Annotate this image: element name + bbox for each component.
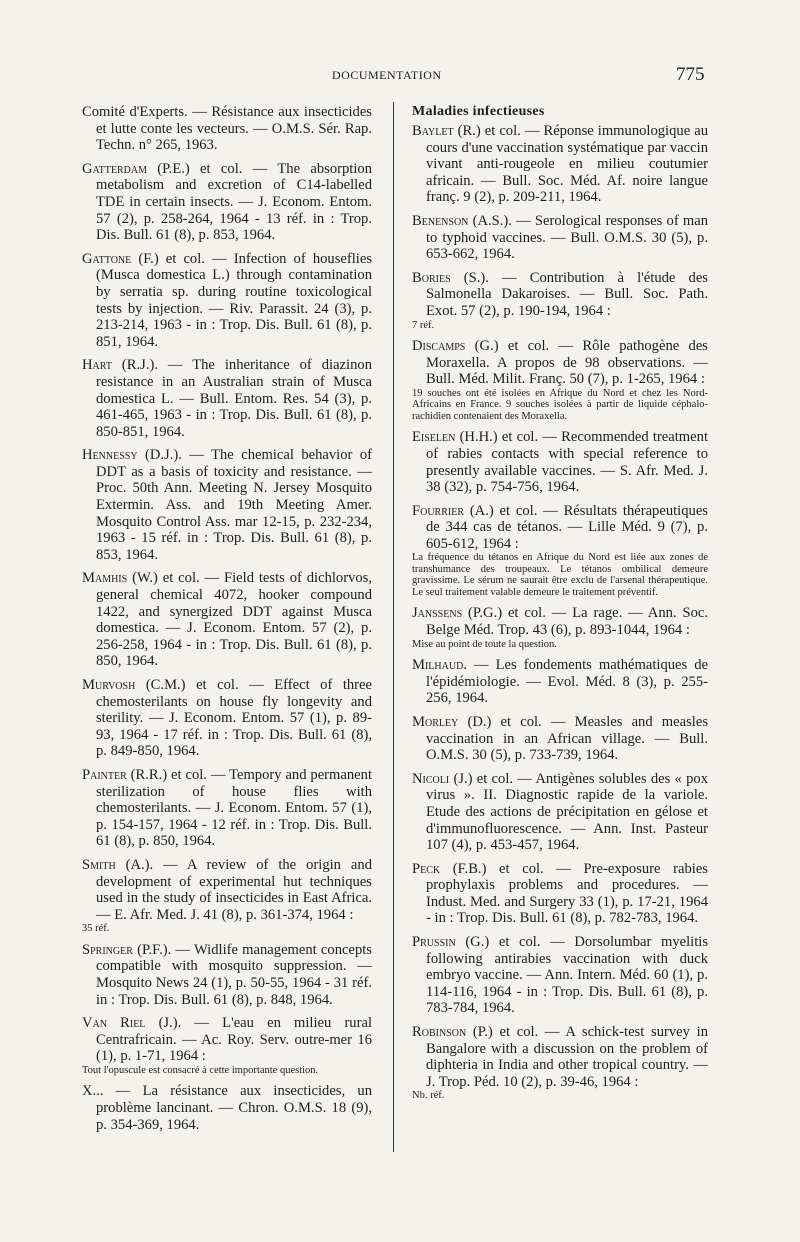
bibliography-entry <box>82 1015 372 1065</box>
entry-note: 7 réf. <box>412 319 435 331</box>
entry-text: (C.M.) et col. — Effect of three chemosterilants on house fly longevity and sterility. — J. Econom. Entom. 57 (1), p. 89-93, 1964 - 17 réf. in : Trop. Dis. Bull. 61 (8), p. 849-850, 1964. <box>96 677 372 760</box>
entry-author: Robinson <box>412 1024 467 1041</box>
bibliography-entry <box>412 861 708 927</box>
entry-text: (H.H.) et col. — Recommended treatment of rabies contacts with special reference to presently available vaccines. — S. Afr. Med. J. 38 (32), p. 754-756, 1964. <box>426 429 708 496</box>
entry-author: Fourrier <box>412 502 465 519</box>
bibliography-entry <box>82 677 372 760</box>
entry-note: Mise au point de toute la question. <box>412 638 557 650</box>
bibliography-entry <box>412 123 708 206</box>
entry-author: Mamhis <box>82 570 128 587</box>
entry-text: (P.F.). — Widlife management concepts compatible with mosquito suppression. — Mosquito News 24 (1), p. 50-55, 1964 - 31 réf. in : Trop. Dis. Bull. 61 (8), p. 848, 1964. <box>96 941 372 1008</box>
entry-text: (A.). — A review of the origin and development of experimental hut techniques used in the study of insecticides in East Africa. — E. Afr. Med. J. 41 (8), p. 361-374, 1964 : <box>96 856 372 923</box>
entry-text: (W.) et col. — Field tests of dichlorvos, general chemical 4072, hooker compound 1422, and synergized DDT against Musca domestica. — J. Econom. Entom. 57 (2), p. 256-258, 1964 - in : Trop. Dis. Bull. 61 (8), p. 850, 1964. <box>96 570 372 670</box>
bibliography-entry <box>412 657 708 707</box>
entry-text: X... — La résistance aux insecticides, un problème lancinant. — Chron. O.M.S. 18 (9), p. 354-369, 1964. <box>82 1083 372 1133</box>
bibliography-entry <box>82 104 372 154</box>
bibliography-entry <box>82 942 372 1008</box>
right-column <box>412 104 708 1109</box>
bibliography-entry <box>412 934 708 1017</box>
bibliography-entry <box>412 338 708 388</box>
entry-text: . — Les fondements mathématiques de l'épidémiologie. — Evol. Méd. 8 (3), p. 255-256, 1964. <box>426 657 708 707</box>
entry-author: Painter <box>82 766 127 783</box>
entry-author: Prussin <box>412 934 456 951</box>
entry-author: Smith <box>82 856 116 873</box>
column-divider <box>393 102 394 1152</box>
entry-text: (P.G.) et col. — La rage. — Ann. Soc. Belge Méd. Trop. 43 (6), p. 893-1044, 1964 : <box>426 605 708 639</box>
entry-author: Hennessy <box>82 447 138 464</box>
bibliography-entry <box>412 213 708 263</box>
entry-text: (R.) et col. — Réponse immunologique au cours d'une vaccination systématique par vaccin vivant anti-rougeole en milieu coutumier africain. — Bull. Soc. Méd. Af. noire langue franç. 9 (2), p. 209-211, 1964. <box>426 123 708 206</box>
entry-text: (F.) et col. — Infection of houseflies (Musca domestica L.) through contamination by serratia sp. during routine toxicological tests by injection. — Riv. Parassit. 24 (3), p. 213-214, 1963 - in : Trop. Dis. Bull. 61 (8), p. 851, 1964. <box>96 250 372 350</box>
entry-text: (J.). — L'eau en milieu rural Centrafricain. — Ac. Roy. Serv. outre-mer 16 (1), p. 1-71, 1964 : <box>96 1015 372 1065</box>
bibliography-entry <box>412 771 708 854</box>
entry-author: Gatterdam <box>82 160 147 177</box>
entry-text: (P.E.) et col. — The absorption metabolism and excretion of C14-labelled TDE in certain insects. — J. Econom. Entom. 57 (2), p. 258-264, 1964 - 13 réf. in : Trop. Dis. Bull. 61 (8), p. 853, 1964. <box>96 160 372 244</box>
entry-note: Nb. réf. <box>412 1090 445 1102</box>
running-header <box>0 66 800 86</box>
entry-author: Peck <box>412 860 441 877</box>
bibliography-entry <box>412 429 708 495</box>
bibliography-entry <box>82 570 372 670</box>
entry-text: (G.) et col. — Dorsolumbar myelitis following antirabies vaccination with duck embryo vaccine. — Ann. Intern. Méd. 60 (1), p. 114-116, 1964 - in : Trop. Dis. Bull. 61 (8), p. 783-784, 1964. <box>426 934 708 1017</box>
running-title: DOCUMENTATION <box>332 68 442 82</box>
entry-author: Springer <box>82 941 133 958</box>
entry-author: Gattone <box>82 250 132 267</box>
bibliography-entry <box>412 714 708 764</box>
entry-author: Eiselen <box>412 429 456 446</box>
entry-author: Baylet <box>412 123 454 139</box>
bibliography-entry <box>412 270 708 320</box>
bibliography-entry <box>82 1083 372 1133</box>
entry-text: (A.S.). — Serological responses of man to typhoid vaccines. — Bull. O.M.S. 30 (5), p. 653-662, 1964. <box>426 212 708 263</box>
bibliography-entry <box>82 357 372 440</box>
entry-note: 35 réf. <box>82 923 110 935</box>
entry-text: (D.) et col. — Measles and measles vaccination in an African village. — Bull. O.M.S. 30 (5), p. 733-739, 1964. <box>426 713 708 764</box>
entry-author: Van Riel <box>82 1015 146 1032</box>
entry-author: Hart <box>82 357 112 374</box>
entry-text: (F.B.) et col. — Pre-exposure rabies prophylaxis problems and procedures. — Indust. Med. and Surgery 33 (1), p. 17-21, 1964 - in : Trop. Dis. Bull. 61 (8), p. 782-783, 1964. <box>426 860 708 927</box>
entry-text: (A.) et col. — Résultats thérapeutiques de 344 cas de tétanos. — Lille Méd. 9 (7), p. 605-612, 1964 : <box>426 502 708 552</box>
bibliography-entry <box>412 605 708 638</box>
entry-note: 19 souches ont été isolées en Afrique du Nord et chez les Nord-Africains en France. 9 souches isolées à partir de liquide céphalo-rachidien contenaient des Moraxella. <box>412 387 708 422</box>
entry-text: (J.) et col. — Antigènes solubles des « pox virus ». II. Diagnostic rapide de la variole. Etude des actions de précipitation en gélose et d'immunofluorescence. — Ann. Inst. Pasteur 107 (4), p. 453-457, 1964. <box>426 770 708 854</box>
entry-text: (P.) et col. — A schick-test survey in Bangalore with a discussion on the problem of diphteria in India and other tropical country. — J. Trop. Péd. 10 (2), p. 39-46, 1964 : <box>426 1024 708 1090</box>
entry-text: (G.) et col. — Rôle pathogène des Moraxella. A propos de 98 observations. — Bull. Méd. Milit. Franç. 50 (7), p. 1-265, 1964 : <box>426 338 708 388</box>
bibliography-entry <box>82 447 372 563</box>
left-column <box>82 104 372 1140</box>
entry-author: Nicoli <box>412 770 450 787</box>
entry-author: Benenson <box>412 212 469 229</box>
entry-author: Bories <box>412 269 451 286</box>
bibliography-entry <box>82 857 372 923</box>
bibliography-entry <box>82 251 372 351</box>
entry-author: Janssens <box>412 605 463 622</box>
bibliography-entry <box>82 767 372 850</box>
bibliography-entry <box>82 161 372 244</box>
entry-author: Murvosh <box>82 677 136 693</box>
entry-note: Tout l'opuscule est consacré à cette importante question. <box>82 1064 319 1076</box>
entry-text: (D.J.). — The chemical behavior of DDT as a basis of toxicity and resistance. — Proc. 50th Ann. Meeting N. Jersey Mosquito Extermin. Ass. and 19th Meeting Amer. Mosquito Control Ass. mar 12-15, p. 232-234, 1963 - 15 réf. in : Trop. Dis. Bull. 61 (8), p. 853, 1964. <box>96 447 372 563</box>
page-number: 775 <box>676 64 705 85</box>
bibliography-entry <box>412 1024 708 1090</box>
entry-text: (R.R.) et col. — Tempory and permanent sterilization of house flies with chemosterilants. — J. Econom. Entom. 57 (1), p. 154-157, 1964 - 12 réf. in : Trop. Dis. Bull. 61 (8), p. 850, 1964. <box>96 766 372 850</box>
entry-author: Discamps <box>412 338 466 355</box>
section-heading: Maladies infectieuses <box>412 104 545 119</box>
bibliography-entry <box>412 503 708 553</box>
entry-note: La fréquence du tétanos en Afrique du Nord est liée aux zones de transhumance des troupeaux. Le tétanos ombilical demeure gravissime. Le sérum ne saurait être exclu de l'arsenal thérapeutique. Le seul traitement valable demeure le traitement préventif. <box>412 552 708 598</box>
entry-text: (S.). — Contribution à l'étude des Salmonella Dakaroises. — Bull. Soc. Path. Exot. 57 (2), p. 190-194, 1964 : <box>426 269 708 319</box>
entry-author: Morley <box>412 713 459 730</box>
entry-text: Comité d'Experts. — Résistance aux insecticides et lutte conte les vecteurs. — O.M.S. Sér. Rap. Techn. n° 265, 1963. <box>82 104 372 154</box>
entry-author: Milhaud <box>412 657 464 674</box>
entry-text: (R.J.). — The inheritance of diazinon resistance in an Australian strain of Musca domestica L. — Bull. Entom. Res. 54 (3), p. 461-465, 1963 - in : Trop. Dis. Bull. 61 (8), p. 850-851, 1964. <box>96 357 372 440</box>
